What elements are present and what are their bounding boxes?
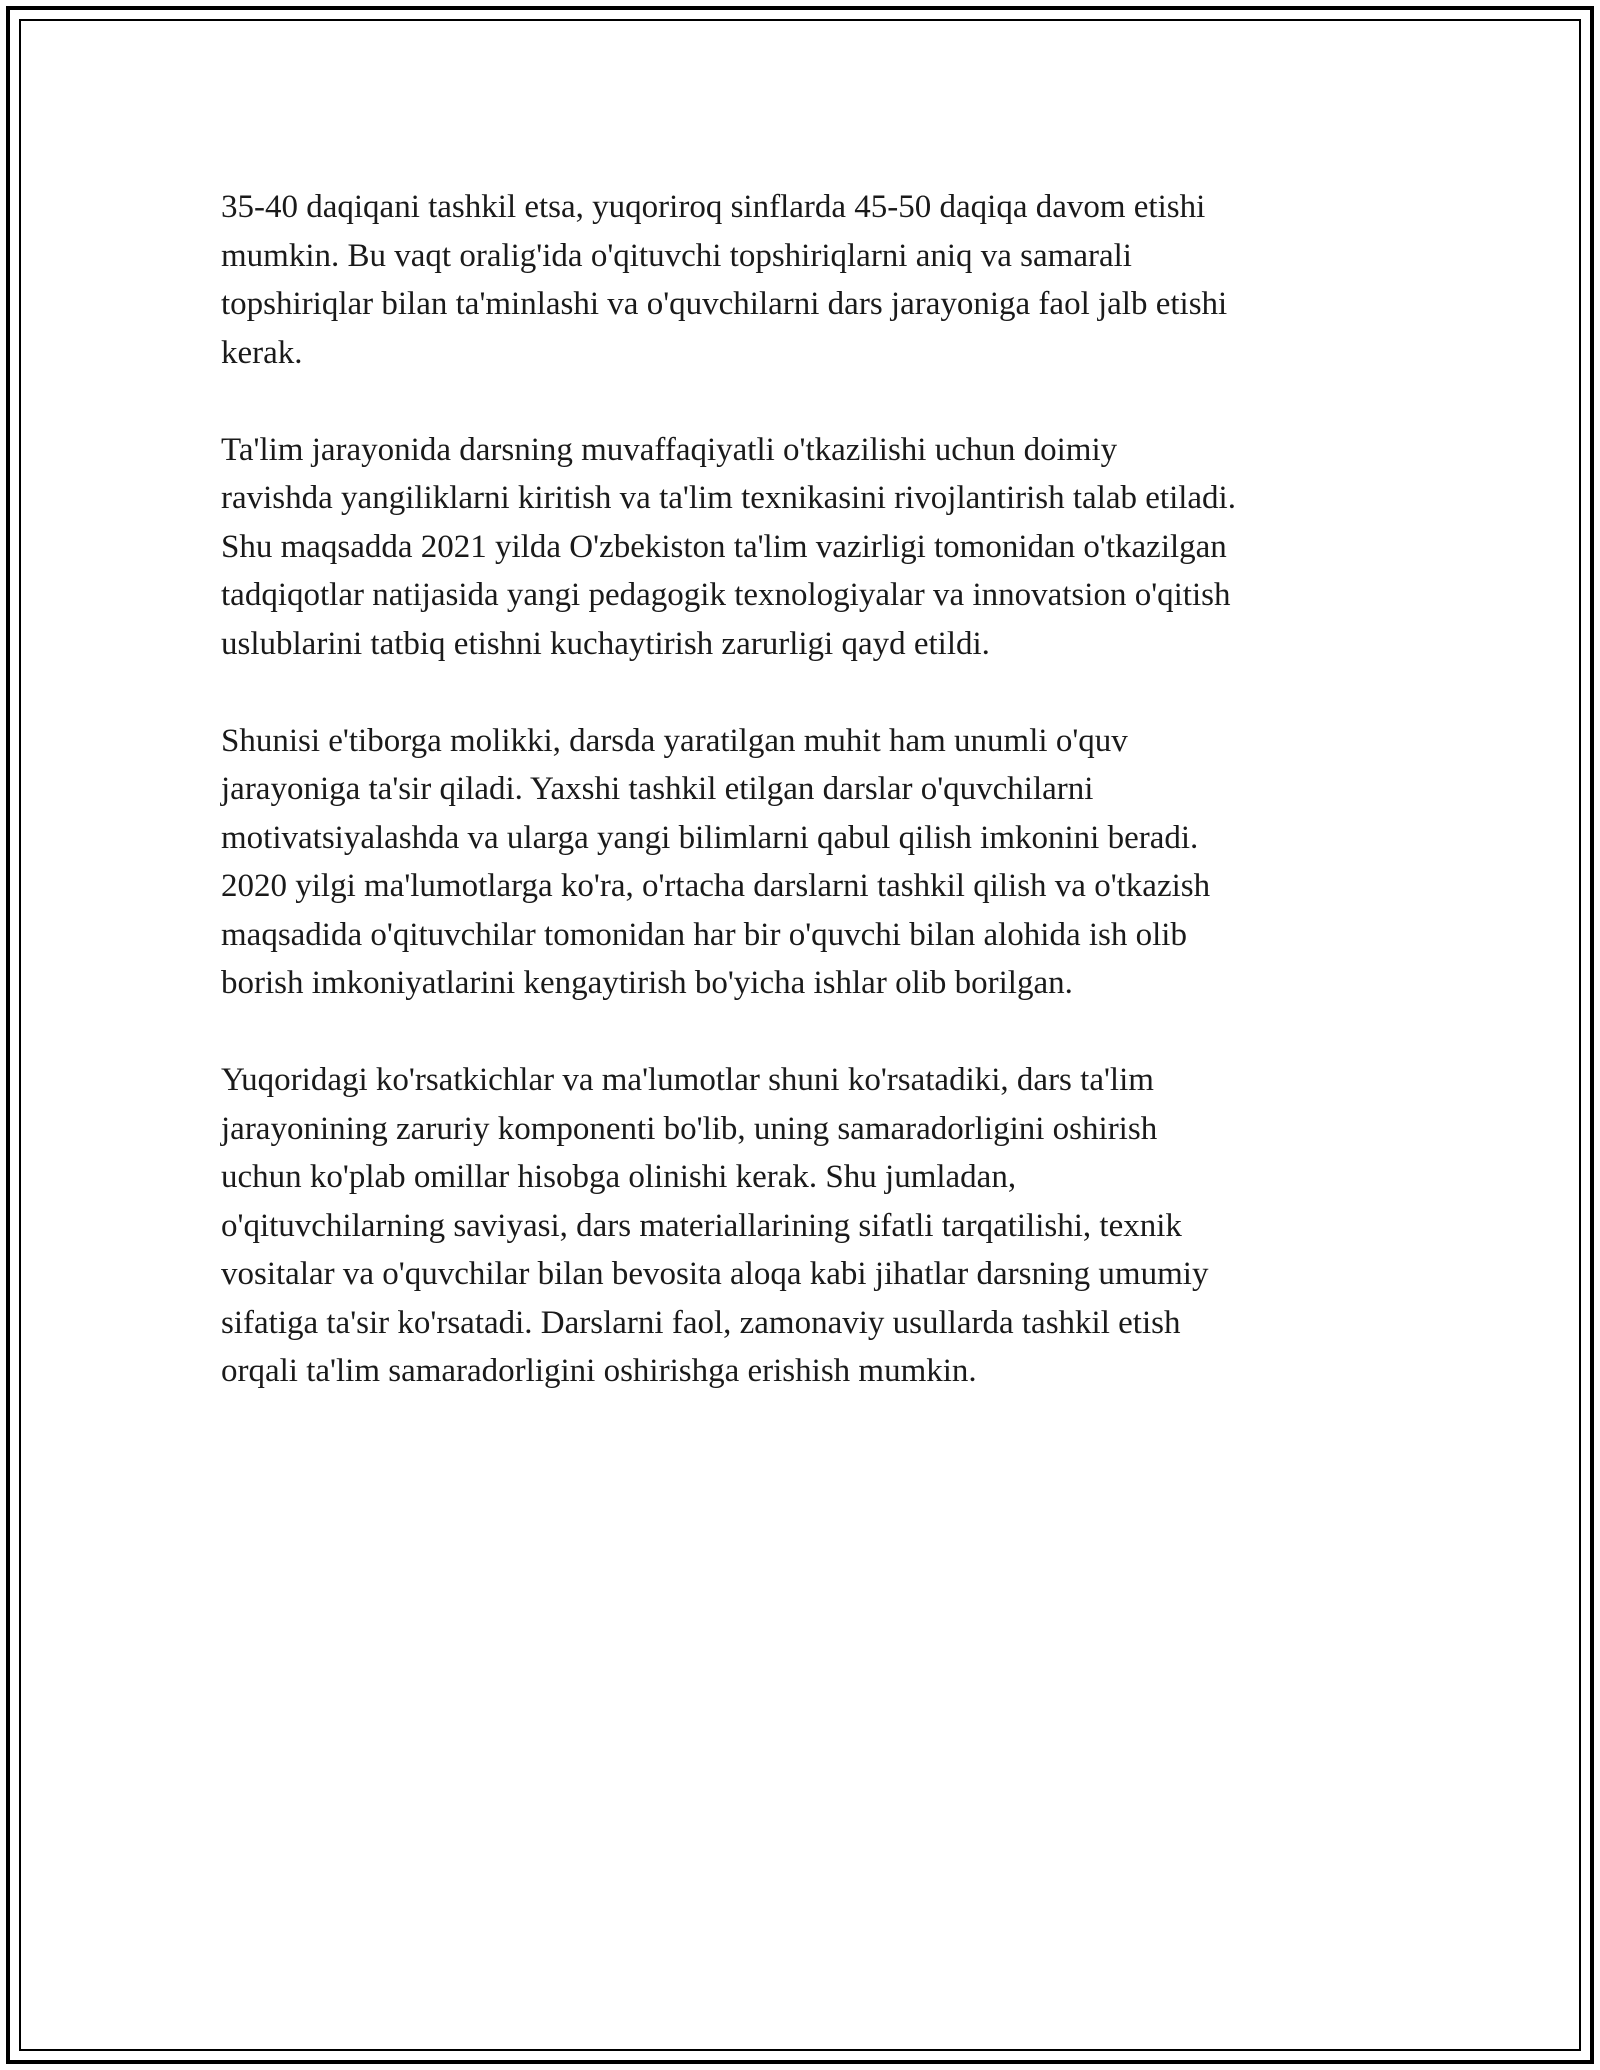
text-line: vositalar va o'quvchilar bilan bevosita aloqa kabi jihatlar darsning umumiy	[221, 1256, 1209, 1292]
text-line: 2020 yilgi ma'lumotlarga ko'ra, o'rtacha darslarni tashkil qilish va o'tkazish	[221, 868, 1211, 904]
text-line: 35-40 daqiqani tashkil etsa, yuqoriroq sinflarda 45-50 daqiqa davom etishi	[221, 189, 1206, 225]
document-body	[221, 183, 1381, 1444]
text-line: kerak.	[221, 334, 303, 371]
text-line: jarayoniga ta'sir qiladi. Yaxshi tashkil etilgan darslar o'quvchilarni	[221, 771, 1094, 807]
text-line: maqsadida o'qituvchilar tomonidan har bir o'quvchi bilan alohida ish olib	[221, 916, 1187, 953]
text-line: mumkin. Bu vaqt oralig'ida o'qituvchi topshiriqlarni aniq va samarali	[221, 237, 1132, 274]
text-line: ravishda yangiliklarni kiritish va ta'lim texnikasini rivojlantirish talab etiladi.	[221, 480, 1236, 516]
paragraph-3	[221, 717, 1381, 1008]
paragraph-4	[221, 1056, 1381, 1396]
text-line: Ta'lim jarayonida darsning muvaffaqiyatli o'tkazilishi uchun doimiy	[221, 431, 1118, 468]
paragraph-1	[221, 183, 1381, 377]
text-line: uchun ko'plab omillar hisobga olinishi kerak. Shu jumladan,	[221, 1159, 1017, 1195]
text-line: sifatiga ta'sir ko'rsatadi. Darslarni faol, zamonaviy usullarda tashkil etish	[221, 1304, 1181, 1341]
text-line: o'qituvchilarning saviyasi, dars materiallarining sifatli tarqatilishi, texnik	[221, 1207, 1182, 1244]
text-line: topshiriqlar bilan ta'minlashi va o'quvchilarni dars jarayoniga faol jalb etishi	[221, 286, 1228, 322]
text-line: Shu maqsadda 2021 yilda O'zbekiston ta'lim vazirligi tomonidan o'tkazilgan	[221, 528, 1227, 565]
text-line: Yuqoridagi ko'rsatkichlar va ma'lumotlar shuni ko'rsatadiki, dars ta'lim	[221, 1062, 1154, 1098]
paragraph-2	[221, 426, 1381, 669]
text-line: jarayonining zaruriy komponenti bo'lib, uning samaradorligini oshirish	[221, 1110, 1158, 1147]
text-line: tadqiqotlar natijasida yangi pedagogik texnologiyalar va innovatsion o'qitish	[221, 577, 1231, 613]
text-line: orqali ta'lim samaradorligini oshirishga erishish mumkin.	[221, 1353, 977, 1389]
text-line: borish imkoniyatlarini kengaytirish bo'yicha ishlar olib borilgan.	[221, 965, 1073, 1001]
text-line: Shunisi e'tiborga molikki, darsda yaratilgan muhit ham unumli o'quv	[221, 722, 1128, 759]
text-line: uslublarini tatbiq etishni kuchaytirish zarurligi qayd etildi.	[221, 625, 990, 662]
text-line: motivatsiyalashda va ularga yangi bilimlarni qabul qilish imkonini beradi.	[221, 819, 1199, 856]
